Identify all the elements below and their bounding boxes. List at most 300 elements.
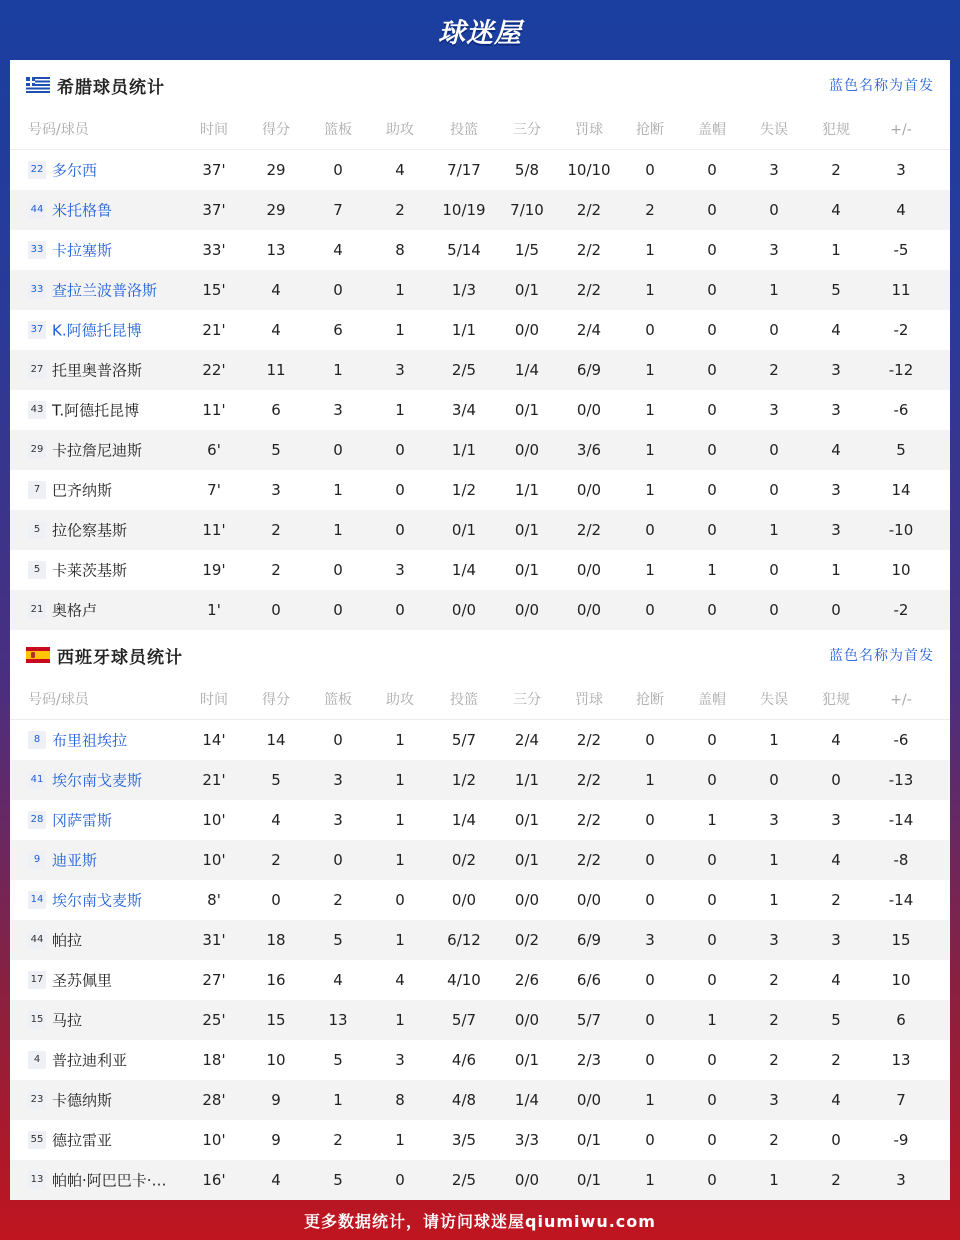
player-name-link[interactable]: 拉伦察基斯 xyxy=(52,521,128,540)
jersey-number-badge: 14 xyxy=(28,891,46,909)
footer-banner[interactable]: 更多数据统计，请访问球迷屋qiumiwu.com xyxy=(304,1211,656,1231)
stat-blocks: 0 xyxy=(707,441,717,459)
stat-steals: 1 xyxy=(645,241,655,259)
stat-blocks: 0 xyxy=(707,1091,717,1109)
stat-free-throws: 6/9 xyxy=(576,361,602,379)
player-name-link[interactable]: 德拉雷亚 xyxy=(52,1131,113,1150)
stat-steals: 1 xyxy=(645,281,655,299)
stat-plus-minus: -2 xyxy=(893,321,909,339)
stat-minutes: 10' xyxy=(202,851,226,869)
player-cell[interactable] xyxy=(28,150,188,190)
player-row[interactable] xyxy=(10,960,950,1000)
stat-turnovers: 0 xyxy=(769,321,779,339)
stat-minutes: 27' xyxy=(202,971,226,989)
column-header-row xyxy=(10,110,950,150)
column-header-fouls: 犯规 xyxy=(822,122,850,138)
stat-blocks: 0 xyxy=(707,1171,717,1189)
stat-free-throws: 2/2 xyxy=(576,281,602,299)
stat-field-goals: 1/3 xyxy=(451,281,477,299)
starter-legend-note: 蓝色名称为首发 xyxy=(829,648,934,664)
player-name-link[interactable]: 圣苏佩里 xyxy=(52,971,113,990)
stat-three-pointers: 0/0 xyxy=(514,1011,540,1029)
stat-steals: 0 xyxy=(645,1131,655,1149)
player-cell[interactable] xyxy=(28,840,188,880)
player-name-link[interactable]: 多尔西 xyxy=(52,161,98,180)
player-row[interactable] xyxy=(10,1080,950,1120)
player-row[interactable] xyxy=(10,590,950,630)
column-header-points: 得分 xyxy=(262,122,290,138)
stat-three-pointers: 0/1 xyxy=(514,401,540,419)
stat-rebounds: 0 xyxy=(333,561,343,579)
stat-assists: 1 xyxy=(395,851,405,869)
stat-steals: 1 xyxy=(645,401,655,419)
stat-turnovers: 0 xyxy=(769,601,779,619)
stat-plus-minus: 6 xyxy=(896,1011,906,1029)
stat-minutes: 18' xyxy=(202,1051,226,1069)
player-row[interactable] xyxy=(10,840,950,880)
player-row[interactable] xyxy=(10,550,950,590)
stat-fouls: 4 xyxy=(831,1091,841,1109)
stat-plus-minus: 5 xyxy=(896,441,906,459)
stat-steals: 0 xyxy=(645,811,655,829)
player-name-link[interactable]: 帕帕·阿巴巴卡·… xyxy=(52,1171,167,1190)
stat-blocks: 0 xyxy=(707,971,717,989)
stat-turnovers: 1 xyxy=(769,731,779,749)
stat-blocks: 0 xyxy=(707,281,717,299)
player-row[interactable] xyxy=(10,390,950,430)
stat-assists: 8 xyxy=(395,1091,405,1109)
player-name-link[interactable]: 米托格鲁 xyxy=(52,201,113,220)
player-name-link[interactable]: 卡拉塞斯 xyxy=(52,241,113,260)
stat-assists: 0 xyxy=(395,441,405,459)
stat-plus-minus: 11 xyxy=(891,281,911,299)
stat-points: 4 xyxy=(271,281,281,299)
stat-blocks: 0 xyxy=(707,771,717,789)
jersey-number-badge: 5 xyxy=(28,521,46,539)
player-row[interactable] xyxy=(10,510,950,550)
column-header-free-throws: 罚球 xyxy=(575,692,603,708)
stat-plus-minus: 15 xyxy=(891,931,911,949)
stat-blocks: 0 xyxy=(707,1051,717,1069)
stat-blocks: 0 xyxy=(707,361,717,379)
stat-rebounds: 4 xyxy=(333,971,343,989)
stat-assists: 4 xyxy=(395,161,405,179)
player-name-link[interactable]: 托里奥普洛斯 xyxy=(52,361,143,380)
stat-free-throws: 0/1 xyxy=(576,1131,602,1149)
player-cell[interactable] xyxy=(28,230,188,270)
stat-blocks: 0 xyxy=(707,481,717,499)
stat-points: 18 xyxy=(266,931,286,949)
stat-three-pointers: 1/1 xyxy=(514,481,540,499)
player-row[interactable] xyxy=(10,1000,950,1040)
stat-steals: 0 xyxy=(645,601,655,619)
stat-rebounds: 4 xyxy=(333,241,343,259)
stat-rebounds: 1 xyxy=(333,521,343,539)
player-row[interactable] xyxy=(10,920,950,960)
stat-three-pointers: 1/4 xyxy=(514,361,540,379)
player-name-link[interactable]: 卡拉詹尼迪斯 xyxy=(52,441,143,460)
player-name-link[interactable]: 卡莱茨基斯 xyxy=(52,561,128,580)
section-header xyxy=(10,60,950,110)
stat-plus-minus: 3 xyxy=(896,161,906,179)
stat-three-pointers: 5/8 xyxy=(514,161,540,179)
stat-points: 5 xyxy=(271,441,281,459)
stat-minutes: 10' xyxy=(202,1131,226,1149)
stat-turnovers: 3 xyxy=(769,241,779,259)
player-cell[interactable] xyxy=(28,390,188,430)
stat-plus-minus: 4 xyxy=(896,201,906,219)
jersey-number-badge: 44 xyxy=(28,201,46,219)
stat-fouls: 0 xyxy=(831,1131,841,1149)
stat-steals: 1 xyxy=(645,771,655,789)
player-name-link[interactable]: 埃尔南戈麦斯 xyxy=(52,771,143,790)
stat-three-pointers: 0/1 xyxy=(514,561,540,579)
stat-minutes: 37' xyxy=(202,161,226,179)
stat-steals: 0 xyxy=(645,891,655,909)
stat-minutes: 15' xyxy=(202,281,226,299)
stat-fouls: 4 xyxy=(831,731,841,749)
app-header xyxy=(0,0,960,60)
jersey-number-badge: 21 xyxy=(28,601,46,619)
player-row[interactable] xyxy=(10,1120,950,1160)
column-header-field-goals: 投篮 xyxy=(450,122,478,138)
stat-fouls: 5 xyxy=(831,281,841,299)
stat-three-pointers: 0/0 xyxy=(514,1171,540,1189)
stat-steals: 0 xyxy=(645,321,655,339)
stat-field-goals: 0/0 xyxy=(451,601,477,619)
column-header-blocks: 盖帽 xyxy=(698,122,726,138)
jersey-number-badge: 27 xyxy=(28,361,46,379)
player-row[interactable] xyxy=(10,270,950,310)
stat-blocks: 1 xyxy=(707,561,717,579)
stat-blocks: 1 xyxy=(707,1011,717,1029)
stat-field-goals: 1/4 xyxy=(451,811,477,829)
jersey-number-badge: 8 xyxy=(28,731,46,749)
stat-blocks: 0 xyxy=(707,201,717,219)
section-title: 西班牙球员统计 xyxy=(57,647,183,668)
player-row[interactable] xyxy=(10,230,950,270)
player-cell[interactable] xyxy=(28,1000,188,1040)
stat-three-pointers: 0/2 xyxy=(514,931,540,949)
stat-plus-minus: -2 xyxy=(893,601,909,619)
stat-plus-minus: -14 xyxy=(888,811,914,829)
stat-steals: 1 xyxy=(645,361,655,379)
column-header-blocks: 盖帽 xyxy=(698,692,726,708)
stat-fouls: 2 xyxy=(831,1051,841,1069)
stat-rebounds: 3 xyxy=(333,401,343,419)
stat-plus-minus: -5 xyxy=(893,241,909,259)
stat-steals: 1 xyxy=(645,481,655,499)
stat-field-goals: 4/8 xyxy=(451,1091,477,1109)
stat-points: 6 xyxy=(271,401,281,419)
player-row[interactable] xyxy=(10,720,950,760)
player-cell[interactable] xyxy=(28,350,188,390)
stat-fouls: 0 xyxy=(831,771,841,789)
stat-rebounds: 3 xyxy=(333,811,343,829)
stat-points: 10 xyxy=(266,1051,286,1069)
player-row[interactable] xyxy=(10,760,950,800)
stat-free-throws: 2/3 xyxy=(576,1051,602,1069)
player-cell[interactable] xyxy=(28,760,188,800)
player-name-link[interactable]: 马拉 xyxy=(52,1011,83,1030)
stat-field-goals: 1/2 xyxy=(451,771,477,789)
stat-steals: 0 xyxy=(645,731,655,749)
player-name-link[interactable]: 帕拉 xyxy=(52,931,83,950)
player-row[interactable] xyxy=(10,880,950,920)
stat-assists: 3 xyxy=(395,1051,405,1069)
player-row[interactable] xyxy=(10,800,950,840)
stat-steals: 1 xyxy=(645,441,655,459)
stat-minutes: 10' xyxy=(202,811,226,829)
stat-turnovers: 1 xyxy=(769,891,779,909)
stat-blocks: 0 xyxy=(707,851,717,869)
stat-points: 11 xyxy=(266,361,286,379)
player-name-link[interactable]: 迪亚斯 xyxy=(52,851,98,870)
player-cell[interactable] xyxy=(28,880,188,920)
stat-minutes: 25' xyxy=(202,1011,226,1029)
stat-assists: 1 xyxy=(395,321,405,339)
stat-assists: 1 xyxy=(395,731,405,749)
player-name-link[interactable]: 普拉迪利亚 xyxy=(52,1051,128,1070)
player-name-link[interactable]: 冈萨雷斯 xyxy=(52,811,113,830)
stat-rebounds: 2 xyxy=(333,1131,343,1149)
player-cell[interactable] xyxy=(28,190,188,230)
jersey-number-badge: 41 xyxy=(28,771,46,789)
column-header-field-goals: 投篮 xyxy=(450,692,478,708)
stat-assists: 1 xyxy=(395,401,405,419)
stat-three-pointers: 0/0 xyxy=(514,441,540,459)
player-cell[interactable] xyxy=(28,1040,188,1080)
stat-plus-minus: 14 xyxy=(891,481,911,499)
stat-rebounds: 0 xyxy=(333,601,343,619)
stat-points: 14 xyxy=(266,731,286,749)
stat-free-throws: 6/9 xyxy=(576,931,602,949)
stat-fouls: 3 xyxy=(831,361,841,379)
stat-assists: 1 xyxy=(395,931,405,949)
stat-steals: 3 xyxy=(645,931,655,949)
column-header-player: 号码/球员 xyxy=(28,692,89,708)
stat-rebounds: 1 xyxy=(333,1091,343,1109)
stat-field-goals: 6/12 xyxy=(447,931,481,949)
player-row[interactable] xyxy=(10,1160,950,1200)
stat-points: 15 xyxy=(266,1011,286,1029)
stat-turnovers: 3 xyxy=(769,401,779,419)
stat-points: 0 xyxy=(271,601,281,619)
stat-turnovers: 0 xyxy=(769,561,779,579)
stat-field-goals: 5/14 xyxy=(447,241,481,259)
player-cell[interactable] xyxy=(28,470,188,510)
stat-three-pointers: 0/0 xyxy=(514,891,540,909)
player-name-link[interactable]: 奥格卢 xyxy=(52,601,98,620)
player-name-link[interactable]: K.阿德托昆博 xyxy=(52,321,142,340)
stat-fouls: 1 xyxy=(831,241,841,259)
stat-rebounds: 0 xyxy=(333,161,343,179)
stat-turnovers: 3 xyxy=(769,1091,779,1109)
stat-rebounds: 5 xyxy=(333,1051,343,1069)
stat-blocks: 0 xyxy=(707,891,717,909)
stat-turnovers: 3 xyxy=(769,811,779,829)
jersey-number-badge: 9 xyxy=(28,851,46,869)
column-header-assists: 助攻 xyxy=(386,122,414,138)
stat-turnovers: 0 xyxy=(769,771,779,789)
stat-turnovers: 0 xyxy=(769,481,779,499)
column-header-rebounds: 篮板 xyxy=(324,692,352,708)
stat-field-goals: 7/17 xyxy=(447,161,481,179)
column-header-plus-minus: +/- xyxy=(890,692,912,708)
stat-assists: 3 xyxy=(395,561,405,579)
stat-steals: 0 xyxy=(645,1011,655,1029)
stat-field-goals: 1/2 xyxy=(451,481,477,499)
player-name-link[interactable]: 布里祖埃拉 xyxy=(52,731,128,750)
stat-points: 0 xyxy=(271,891,281,909)
player-name-link[interactable]: 埃尔南戈麦斯 xyxy=(52,891,143,910)
stat-minutes: 22' xyxy=(202,361,226,379)
stat-turnovers: 1 xyxy=(769,281,779,299)
stat-plus-minus: 7 xyxy=(896,1091,906,1109)
player-cell[interactable] xyxy=(28,590,188,630)
stat-minutes: 28' xyxy=(202,1091,226,1109)
column-header-steals: 抢断 xyxy=(636,692,664,708)
stat-rebounds: 5 xyxy=(333,1171,343,1189)
player-row[interactable] xyxy=(10,150,950,190)
stat-field-goals: 2/5 xyxy=(451,1171,477,1189)
stat-plus-minus: 10 xyxy=(891,971,911,989)
stat-free-throws: 3/6 xyxy=(576,441,602,459)
player-name-link[interactable]: 卡德纳斯 xyxy=(52,1091,113,1110)
player-cell[interactable] xyxy=(28,270,188,310)
stat-plus-minus: -12 xyxy=(888,361,914,379)
stat-assists: 8 xyxy=(395,241,405,259)
greece-flag-icon xyxy=(26,77,50,93)
brand-logo: 球迷屋 xyxy=(438,17,522,49)
stat-field-goals: 0/0 xyxy=(451,891,477,909)
stat-steals: 1 xyxy=(645,1171,655,1189)
stat-assists: 0 xyxy=(395,601,405,619)
player-row[interactable] xyxy=(10,470,950,510)
player-row[interactable] xyxy=(10,430,950,470)
stat-rebounds: 0 xyxy=(333,731,343,749)
jersey-number-badge: 33 xyxy=(28,241,46,259)
column-header-player: 号码/球员 xyxy=(28,122,89,138)
stat-three-pointers: 0/1 xyxy=(514,1051,540,1069)
stat-fouls: 3 xyxy=(831,931,841,949)
stat-rebounds: 0 xyxy=(333,851,343,869)
stat-three-pointers: 0/0 xyxy=(514,321,540,339)
column-header-turnovers: 失误 xyxy=(760,692,788,708)
player-name-link[interactable]: 巴齐纳斯 xyxy=(52,481,113,500)
stat-points: 16 xyxy=(266,971,286,989)
player-row[interactable] xyxy=(10,1040,950,1080)
stat-turnovers: 2 xyxy=(769,1011,779,1029)
stat-minutes: 19' xyxy=(202,561,226,579)
stat-three-pointers: 1/4 xyxy=(514,1091,540,1109)
stat-points: 5 xyxy=(271,771,281,789)
jersey-number-badge: 43 xyxy=(28,401,46,419)
player-name-link[interactable]: T.阿德托昆博 xyxy=(52,401,140,420)
column-header-steals: 抢断 xyxy=(636,122,664,138)
stat-turnovers: 0 xyxy=(769,441,779,459)
stat-free-throws: 2/2 xyxy=(576,811,602,829)
stat-points: 4 xyxy=(271,811,281,829)
stat-assists: 1 xyxy=(395,1011,405,1029)
stat-turnovers: 1 xyxy=(769,521,779,539)
stat-steals: 0 xyxy=(645,1051,655,1069)
stat-field-goals: 0/1 xyxy=(451,521,477,539)
stat-rebounds: 5 xyxy=(333,931,343,949)
player-cell[interactable] xyxy=(28,1120,188,1160)
column-header-plus-minus: +/- xyxy=(890,122,912,138)
stat-blocks: 0 xyxy=(707,241,717,259)
stat-fouls: 4 xyxy=(831,321,841,339)
player-cell[interactable] xyxy=(28,960,188,1000)
stat-plus-minus: -6 xyxy=(893,401,909,419)
stat-free-throws: 2/2 xyxy=(576,521,602,539)
stat-three-pointers: 2/6 xyxy=(514,971,540,989)
stat-free-throws: 10/10 xyxy=(567,161,611,179)
stat-minutes: 31' xyxy=(202,931,226,949)
stat-blocks: 0 xyxy=(707,931,717,949)
stat-fouls: 5 xyxy=(831,1011,841,1029)
stat-assists: 0 xyxy=(395,891,405,909)
player-cell[interactable] xyxy=(28,430,188,470)
stat-free-throws: 0/0 xyxy=(576,891,602,909)
stat-minutes: 14' xyxy=(202,731,226,749)
stat-free-throws: 2/2 xyxy=(576,241,602,259)
stat-turnovers: 1 xyxy=(769,851,779,869)
stat-free-throws: 0/0 xyxy=(576,561,602,579)
player-cell[interactable] xyxy=(28,510,188,550)
stat-plus-minus: -6 xyxy=(893,731,909,749)
section-header xyxy=(10,630,950,680)
stat-field-goals: 1/4 xyxy=(451,561,477,579)
column-header-rebounds: 篮板 xyxy=(324,122,352,138)
player-row[interactable] xyxy=(10,190,950,230)
player-cell[interactable] xyxy=(28,1080,188,1120)
player-row[interactable] xyxy=(10,310,950,350)
stat-rebounds: 1 xyxy=(333,481,343,499)
stat-free-throws: 0/0 xyxy=(576,601,602,619)
column-header-three-pointers: 三分 xyxy=(513,122,541,138)
player-cell[interactable] xyxy=(28,1160,188,1200)
stat-rebounds: 7 xyxy=(333,201,343,219)
stat-steals: 1 xyxy=(645,1091,655,1109)
stat-points: 9 xyxy=(271,1091,281,1109)
player-cell[interactable] xyxy=(28,550,188,590)
player-row[interactable] xyxy=(10,350,950,390)
stat-three-pointers: 0/1 xyxy=(514,281,540,299)
stat-minutes: 16' xyxy=(202,1171,226,1189)
player-cell[interactable] xyxy=(28,720,188,760)
jersey-number-badge: 33 xyxy=(28,281,46,299)
stat-plus-minus: -10 xyxy=(888,521,914,539)
stat-assists: 4 xyxy=(395,971,405,989)
stat-plus-minus: 13 xyxy=(891,1051,911,1069)
stat-minutes: 8' xyxy=(207,891,221,909)
stat-blocks: 0 xyxy=(707,521,717,539)
player-cell[interactable] xyxy=(28,920,188,960)
stat-field-goals: 5/7 xyxy=(451,731,477,749)
stat-points: 29 xyxy=(266,201,286,219)
stat-free-throws: 0/1 xyxy=(576,1171,602,1189)
stat-assists: 0 xyxy=(395,1171,405,1189)
stat-rebounds: 0 xyxy=(333,281,343,299)
jersey-number-badge: 17 xyxy=(28,971,46,989)
player-cell[interactable] xyxy=(28,800,188,840)
player-cell[interactable] xyxy=(28,310,188,350)
stat-assists: 0 xyxy=(395,521,405,539)
spain-flag-icon xyxy=(26,647,50,663)
player-name-link[interactable]: 查拉兰波普洛斯 xyxy=(52,281,158,300)
